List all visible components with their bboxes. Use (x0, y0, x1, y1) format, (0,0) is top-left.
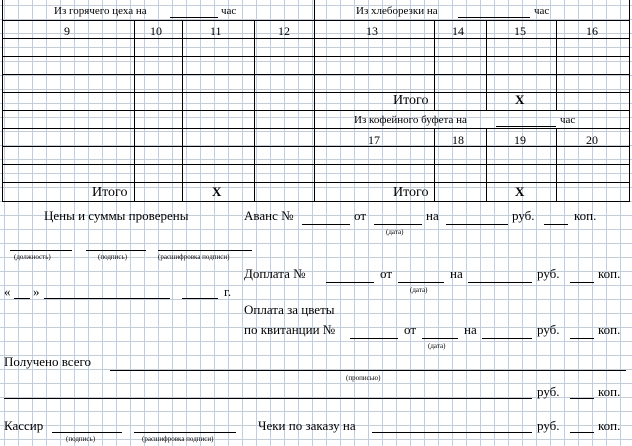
cashier-signature-caption: (подпись) (66, 435, 96, 443)
column-13: 13 (366, 24, 378, 38)
advance-date-caption: (дата) (386, 228, 404, 236)
hot-shop-label: Из горячего цеха на (54, 5, 147, 17)
hot-shop-hour-field[interactable] (170, 17, 218, 18)
signature-caption: (подпись) (98, 253, 128, 261)
flowers-number-field[interactable] (350, 338, 398, 339)
column-18: 18 (452, 133, 464, 147)
flowers-date-caption: (дата) (428, 342, 446, 350)
hot-shop-unit: час (221, 5, 237, 17)
bread-unit: час (534, 5, 550, 17)
column-20: 20 (586, 133, 598, 147)
checks-kop: коп. (598, 418, 621, 433)
received-kop: коп. (598, 384, 621, 399)
flowers-label-line1: Оплата за цветы (244, 302, 335, 317)
coffee-total-label: Итого (393, 185, 429, 200)
advance-on: на (426, 208, 439, 223)
year-field[interactable] (182, 298, 218, 299)
column-17: 17 (368, 133, 380, 147)
surcharge-on: на (450, 266, 463, 281)
hot-shop-total-label: Итого (92, 185, 128, 200)
date-open-quote: « (4, 284, 11, 299)
received-caption: (прописью) (346, 374, 381, 382)
column-15: 15 (514, 24, 526, 38)
advance-from: от (354, 208, 367, 223)
column-19: 19 (514, 133, 526, 147)
surcharge-label: Доплата № (244, 266, 306, 281)
column-11: 11 (210, 24, 222, 38)
bread-total-label: Итого (393, 93, 429, 108)
column-12: 12 (278, 24, 290, 38)
checks-rub: руб. (537, 418, 560, 433)
checks-label: Чеки по заказу на (258, 418, 356, 433)
flowers-kop: коп. (598, 322, 621, 337)
advance-amount-field[interactable] (446, 224, 508, 225)
surcharge-rub-field[interactable] (570, 282, 594, 283)
flowers-rub-field[interactable] (570, 338, 594, 339)
flowers-amount-field[interactable] (482, 338, 532, 339)
advance-number-field[interactable] (302, 224, 350, 225)
bread-hour-field[interactable] (458, 17, 530, 18)
decoding-caption: (расшифровка подписи) (158, 253, 230, 261)
bread-label: Из хлеборезки на (356, 5, 438, 17)
flowers-from: от (404, 322, 417, 337)
received-label: Получено всего (4, 354, 91, 369)
cashier-label: Кассир (4, 418, 44, 433)
column-16: 16 (586, 24, 598, 38)
date-year: г. (224, 284, 232, 299)
flowers-date-field[interactable] (422, 338, 458, 339)
checks-rub-field[interactable] (570, 432, 594, 433)
advance-kop: коп. (574, 208, 597, 223)
received-rub-field[interactable] (570, 398, 594, 399)
surcharge-from: от (380, 266, 393, 281)
coffee-hour-field[interactable] (496, 126, 556, 127)
received-words-field-2[interactable] (4, 398, 532, 399)
cashier-signature-field[interactable] (52, 432, 122, 433)
month-field[interactable] (44, 298, 170, 299)
surcharge-amount-field[interactable] (468, 282, 532, 283)
advance-label: Аванс № (244, 208, 294, 223)
coffee-label: Из кофейного буфета на (354, 114, 467, 126)
cashier-decoding-field[interactable] (134, 432, 236, 433)
coffee-unit: час (560, 114, 576, 126)
received-rub: руб. (537, 384, 560, 399)
signature-field[interactable] (86, 250, 146, 251)
received-words-field[interactable] (110, 370, 626, 371)
surcharge-date-caption: (дата) (410, 286, 428, 294)
decoding-field[interactable] (158, 250, 252, 251)
coffee-total-mark: X (515, 184, 525, 199)
hot-shop-total-mark: X (212, 184, 222, 199)
checks-amount-field[interactable] (372, 432, 532, 433)
advance-date-field[interactable] (374, 224, 422, 225)
column-14: 14 (452, 24, 464, 38)
verified-label: Цены и суммы проверены (44, 208, 189, 223)
day-field[interactable] (14, 298, 30, 299)
surcharge-rub: руб. (537, 266, 560, 281)
surcharge-number-field[interactable] (326, 282, 374, 283)
flowers-label-line2: по квитанции № (244, 322, 336, 337)
table-rules (3, 0, 630, 202)
surcharge-date-field[interactable] (398, 282, 444, 283)
position-caption: (должность) (14, 253, 51, 261)
bread-total-mark: X (515, 92, 525, 107)
column-9: 9 (64, 24, 70, 38)
cashier-decoding-caption: (расшифровка подписи) (142, 435, 214, 443)
date-close-quote: » (33, 284, 40, 299)
position-field[interactable] (10, 250, 72, 251)
advance-rub: руб. (512, 208, 535, 223)
flowers-rub: руб. (537, 322, 560, 337)
column-10: 10 (150, 24, 162, 38)
flowers-on: на (464, 322, 477, 337)
surcharge-kop: коп. (598, 266, 621, 281)
advance-rub-field[interactable] (544, 224, 568, 225)
